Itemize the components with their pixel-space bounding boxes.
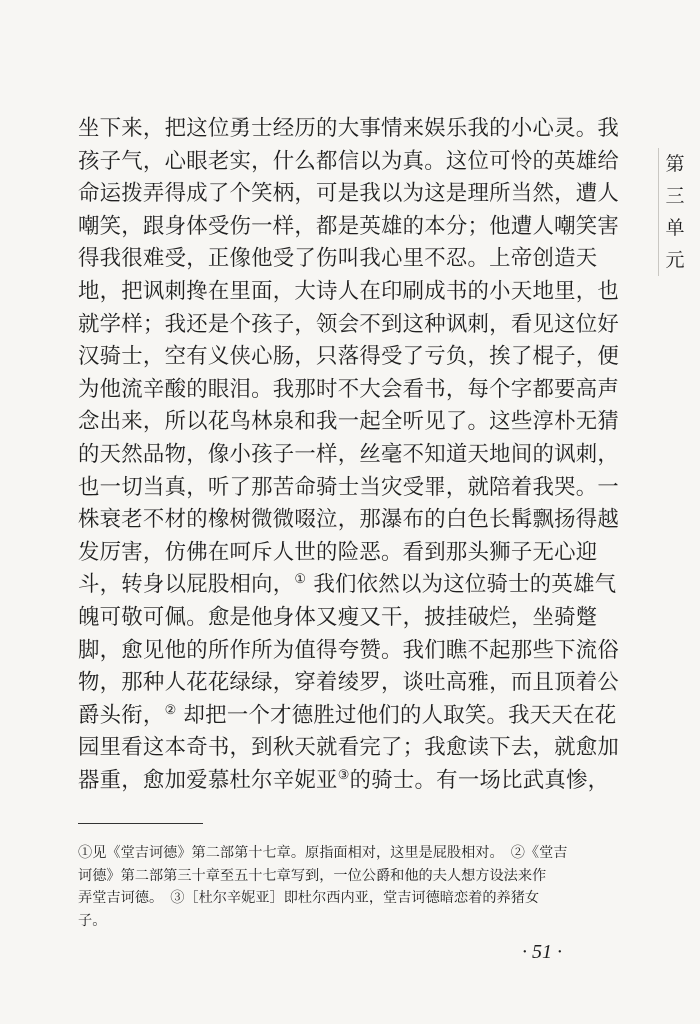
side-tab-char: 元 <box>665 249 685 271</box>
text-line <box>78 700 618 733</box>
text-line: 得我很难受，正像他受了伤叫我心里不忍。上帝创造天 <box>78 246 598 272</box>
text-line: 孩子气，心眼老实，什么都信以为真。这位可怜的英雄给 <box>78 148 620 174</box>
text-line: 念出来，所以花鸟林泉和我一起全听见了。这些淳朴无猜 <box>78 409 620 435</box>
text-line: 命运拨弄得成了个笑柄，可是我以为这是理所当然，遭人 <box>78 181 620 207</box>
text-line: 脚，愈见他的所作所为值得夸赞。我们瞧不起那些下流俗 <box>78 637 620 663</box>
text-segment: 我们依然以为这位骑士的英雄气 <box>306 572 617 598</box>
side-tab-char: 单 <box>665 217 685 239</box>
text-line: 为他流辛酸的眼泪。我那时不大会看书，每个字都要高声 <box>78 376 620 402</box>
footnote-mark-3: ③ <box>337 767 350 783</box>
text-line: 就学样；我还是个孩子，领会不到这种讽刺，看见这位好 <box>78 311 620 337</box>
side-tab-char: 第 <box>665 153 685 175</box>
text-line: 的天然品物，像小孩子一样，丝毫不知道天地间的讽刺， <box>78 441 620 467</box>
footnote-line: 弄堂吉诃德。 ③［杜尔辛妮亚］即杜尔西内亚，堂吉诃德暗恋着的养猪女 <box>78 890 540 906</box>
footnote-line: ①见《堂吉诃德》第二部第十七章。原指面相对，这里是屁股相对。 ②《堂吉 <box>78 845 568 861</box>
page-number: · 51 · <box>522 941 562 963</box>
footnotes <box>78 842 618 932</box>
text-line: 地，把讽刺搀在里面，大诗人在印刷成书的小天地里，也 <box>78 278 620 304</box>
text-line <box>78 569 618 602</box>
text-line: 嘲笑，跟身体受伤一样，都是英雄的本分；他遭人嘲笑害 <box>78 213 620 239</box>
text-line <box>78 765 618 798</box>
footnote-divider <box>78 823 203 824</box>
text-line: 物，那种人花花绿绿，穿着绫罗，谈吐高雅，而且顶着公 <box>78 670 620 696</box>
footnote-mark-2: ② <box>164 702 177 718</box>
text-line: 魄可敬可佩。愈是他身体又瘦又干，披挂破烂，坐骑蹩 <box>78 604 598 630</box>
text-segment: 器重，愈加爱慕杜尔辛妮亚 <box>78 767 338 793</box>
text-segment: 斗，转身以屁股相向， <box>78 572 295 598</box>
text-line: 园里看这本奇书，到秋天就看完了；我愈读下去，就愈加 <box>78 735 620 761</box>
text-line: 株衰老不材的橡树微微啜泣，那瀑布的白色长髯飘扬得越 <box>78 507 620 533</box>
text-segment: 爵头衔， <box>78 702 165 728</box>
unit-side-tab <box>658 148 689 276</box>
footnote-line: 诃德》第二部第三十章至五十七章写到，一位公爵和他的夫人想方设法来作 <box>78 867 547 884</box>
footnote-mark-1: ① <box>294 572 307 588</box>
side-tab-char: 三 <box>665 185 685 207</box>
text-line: 汉骑士，空有义侠心肠，只落得受了亏负，挨了棍子，便 <box>78 344 620 370</box>
text-segment: 的骑士。有一场比武真惨， <box>349 767 610 793</box>
text-segment: 却把一个才德胜过他们的人取笑。我天天在花 <box>176 702 617 728</box>
text-line: 也一切当真，听了那苦命骑士当灾受罪，就陪着我哭。一 <box>78 474 620 500</box>
footnote-line: 子。 <box>78 912 107 929</box>
text-line: 坐下来，把这位勇士经历的大事情来娱乐我的小心灵。我 <box>78 116 620 141</box>
text-line: 发厉害，仿佛在呵斥人世的险恶。看到那头狮子无心迎 <box>78 539 598 565</box>
body-text <box>78 113 618 797</box>
